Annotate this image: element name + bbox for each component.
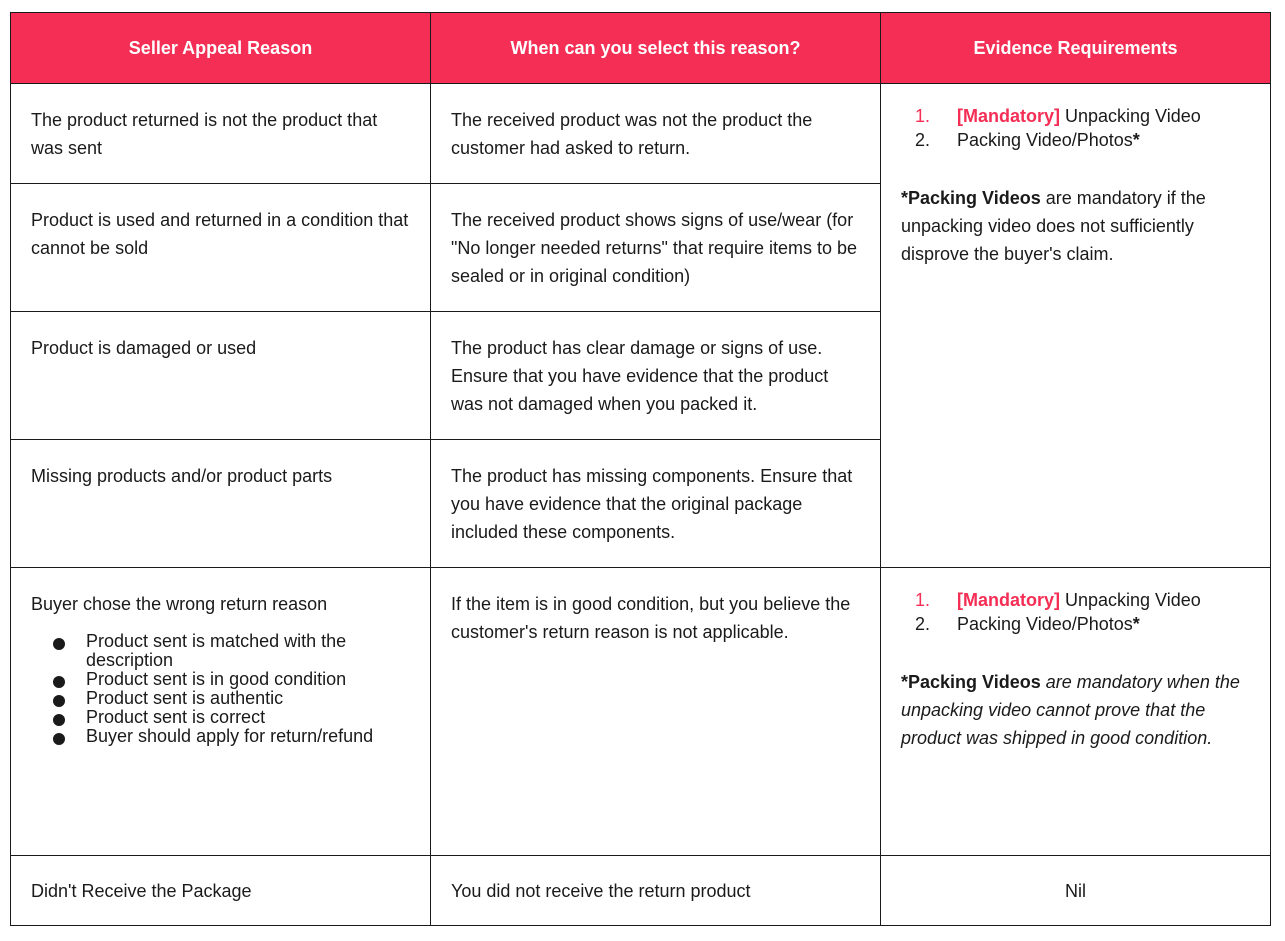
- list-item: 2. Packing Video/Photos*: [915, 130, 1140, 150]
- evidence-cell-group-2: [881, 568, 1271, 856]
- when-cell: If the item is in good condition, but you believe the customer's return reason is not applicable.: [451, 594, 851, 642]
- evidence-list: [901, 588, 1250, 636]
- list-item: Product sent is correct: [31, 708, 410, 727]
- header-evidence: Evidence Requirements: [881, 13, 1271, 84]
- evidence-note: *Packing Videos are mandatory if the unpacking video does not sufficiently disprove the buyer's claim.: [901, 188, 1206, 264]
- header-reason: Seller Appeal Reason: [11, 13, 431, 84]
- table-row: [11, 84, 1271, 184]
- mandatory-tag: [Mandatory]: [957, 590, 1060, 610]
- when-cell: The product has missing components. Ensure that you have evidence that the original package included these components.: [451, 466, 853, 542]
- reason-cell: Didn't Receive the Package: [11, 856, 431, 926]
- table-row: [11, 568, 1271, 856]
- reason-cell: Buyer chose the wrong return reason Product sent is matched with the description Product sent is in good condition Product sent is authentic Product sent is correct Buyer should apply for return/refund: [31, 568, 410, 746]
- list-item: Product sent is matched with the description: [31, 632, 410, 670]
- reason-bullet-list: [31, 632, 410, 746]
- appeal-reasons-table: [10, 12, 1271, 926]
- when-cell: The received product shows signs of use/wear (for "No longer needed returns" that require items to be sealed or in original condition): [451, 210, 858, 286]
- mandatory-tag: [Mandatory]: [957, 106, 1060, 126]
- list-item: Product sent is authentic: [31, 689, 410, 708]
- list-item: 2. Packing Video/Photos*: [915, 614, 1140, 634]
- header-when: When can you select this reason?: [431, 13, 881, 84]
- when-cell: The received product was not the product the customer had asked to return.: [451, 110, 813, 158]
- reason-cell: The product returned is not the product that was sent: [31, 110, 378, 158]
- evidence-cell-nil: Nil: [881, 856, 1271, 926]
- reason-cell: Product is used and returned in a condition that cannot be sold: [31, 210, 409, 258]
- evidence-note: *Packing Videos are mandatory when the unpacking video cannot prove that the product was shipped in good condition.: [901, 672, 1240, 748]
- reason-cell: Missing products and/or product parts: [31, 466, 333, 486]
- when-cell: You did not receive the return product: [431, 856, 881, 926]
- list-item: Product sent is in good condition: [31, 670, 410, 689]
- header-row: [11, 13, 1271, 84]
- evidence-list: [901, 104, 1250, 152]
- table-row: [11, 856, 1271, 926]
- list-item: 1. [Mandatory] Unpacking Video: [915, 106, 1201, 126]
- reason-cell: Product is damaged or used: [31, 338, 257, 358]
- list-item: Buyer should apply for return/refund: [31, 727, 410, 746]
- list-item: 1. [Mandatory] Unpacking Video: [915, 590, 1201, 610]
- when-cell: The product has clear damage or signs of use. Ensure that you have evidence that the product was not damaged when you packed it.: [451, 338, 829, 414]
- evidence-cell-group-1: [881, 84, 1271, 568]
